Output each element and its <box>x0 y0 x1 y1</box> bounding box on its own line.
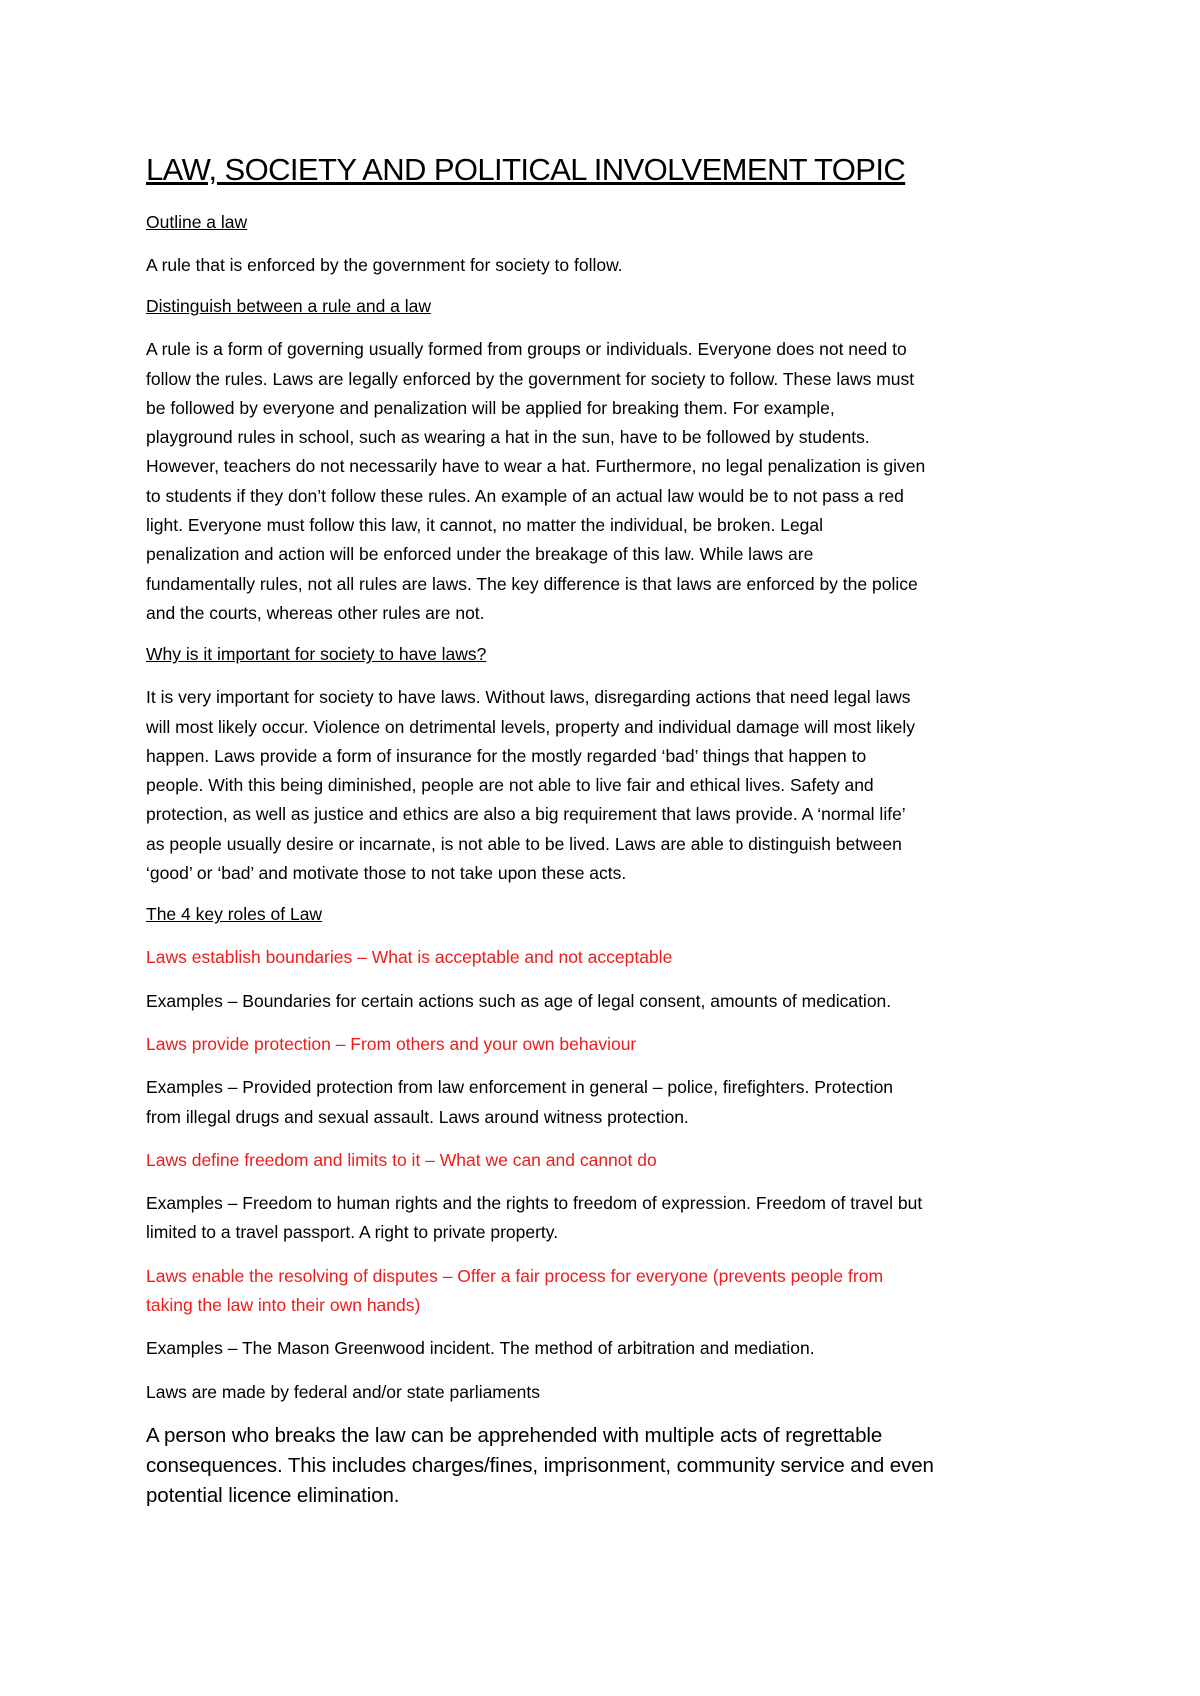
text-line: fundamentally rules, not all rules are laws. The key difference is that laws are enforced by the police <box>146 573 918 594</box>
document-page <box>146 150 1066 1525</box>
text-line: potential licence elimination. <box>146 1483 400 1507</box>
examples-protection <box>146 1073 1066 1132</box>
text-line: people. With this being diminished, people are not able to live fair and ethical lives. Safety and <box>146 775 874 796</box>
paragraph-why-laws <box>146 683 1066 888</box>
text-line: light. Everyone must follow this law, it cannot, no matter the individual, be broken. Legal <box>146 515 824 536</box>
role-freedom <box>146 1146 1066 1175</box>
text-line: It is very important for society to have laws. Without laws, disregarding actions that need legal laws <box>146 687 911 708</box>
text-line: will most likely occur. Violence on detrimental levels, property and individual damage will most likely <box>146 716 916 737</box>
role-text: Laws establish boundaries – What is acceptable and not acceptable <box>146 947 673 968</box>
text-line: playground rules in school, such as wearing a hat in the sun, have to be followed by students. <box>146 427 870 448</box>
role-protection <box>146 1030 1066 1059</box>
text-line: penalization and action will be enforced under the breakage of this law. While laws are <box>146 544 814 565</box>
role-boundaries <box>146 943 1066 972</box>
examples-boundaries <box>146 987 1066 1016</box>
role-text: Laws define freedom and limits to it – What we can and cannot do <box>146 1149 657 1170</box>
role-disputes <box>146 1262 1066 1321</box>
role-text: Laws provide protection – From others and your own behaviour <box>146 1033 637 1054</box>
role-text: taking the law into their own hands) <box>146 1295 421 1316</box>
text-line: A person who breaks the law can be apprehended with multiple acts of regrettable <box>146 1423 883 1447</box>
text-line: and the courts, whereas other rules are not. <box>146 602 485 623</box>
heading-outline-law: Outline a law <box>146 212 248 232</box>
paragraph-consequences <box>146 1421 1066 1511</box>
text-line: be followed by everyone and penalization will be applied for breaking them. For example, <box>146 397 835 418</box>
paragraph-parliaments <box>146 1378 1066 1407</box>
example-text: Examples – Freedom to human rights and the rights to freedom of expression. Freedom of travel but <box>146 1193 923 1214</box>
example-text: from illegal drugs and sexual assault. Laws around witness protection. <box>146 1106 689 1127</box>
examples-disputes <box>146 1334 1066 1363</box>
role-text: Laws enable the resolving of disputes – Offer a fair process for everyone (prevents people from <box>146 1265 884 1286</box>
heading-why-laws: Why is it important for society to have laws? <box>146 644 487 665</box>
example-text: Examples – Provided protection from law enforcement in general – police, firefighters. Protection <box>146 1077 894 1098</box>
example-text: limited to a travel passport. A right to private property. <box>146 1222 559 1243</box>
paragraph-rule-vs-law <box>146 335 1066 628</box>
text-line: A rule is a form of governing usually formed from groups or individuals. Everyone does not need to <box>146 339 907 360</box>
text-line: A rule that is enforced by the government for society to follow. <box>146 255 623 275</box>
text-line: Laws are made by federal and/or state parliaments <box>146 1381 540 1402</box>
examples-freedom <box>146 1189 1066 1248</box>
text-line: to students if they don’t follow these rules. An example of an actual law would be to not pass a red <box>146 485 904 506</box>
text-line: happen. Laws provide a form of insurance for the mostly regarded ‘bad’ things that happen to <box>146 745 867 766</box>
text-line: However, teachers do not necessarily have to wear a hat. Furthermore, no legal penalization is given <box>146 456 926 477</box>
text-line: consequences. This includes charges/fines, imprisonment, community service and even <box>146 1453 934 1477</box>
text-line: as people usually desire or incarnate, is not able to be lived. Laws are able to distinguish between <box>146 833 902 854</box>
text-line: follow the rules. Laws are legally enforced by the government for society to follow. These laws must <box>146 368 915 389</box>
heading-key-roles: The 4 key roles of Law <box>146 904 323 925</box>
example-text: Examples – The Mason Greenwood incident. The method of arbitration and mediation. <box>146 1338 815 1359</box>
example-text: Examples – Boundaries for certain actions such as age of legal consent, amounts of medication. <box>146 990 892 1011</box>
text-line: ‘good’ or ‘bad’ and motivate those to not take upon these acts. <box>146 863 627 884</box>
page-title: LAW, SOCIETY AND POLITICAL INVOLVEMENT TOPIC <box>146 152 906 187</box>
heading-rule-vs-law: Distinguish between a rule and a law <box>146 296 432 317</box>
paragraph-outline-law <box>146 251 1066 280</box>
text-line: protection, as well as justice and ethics are also a big requirement that laws provide. A ‘normal life’ <box>146 804 906 825</box>
